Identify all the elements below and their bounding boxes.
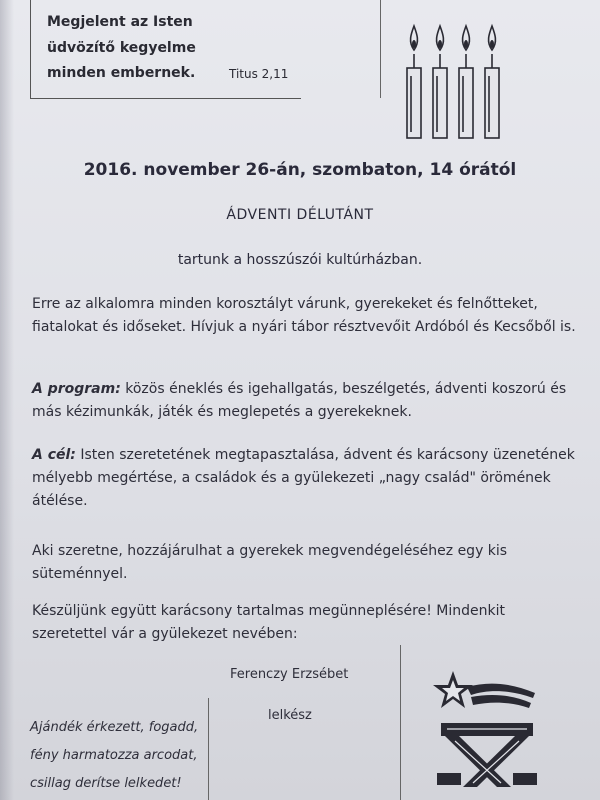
goal-paragraph (32, 444, 580, 513)
poem-line-2: fény harmatozza arcodat, (30, 748, 198, 763)
poem-line-3: csillag derítse lelkedet! (30, 776, 182, 791)
star-manger-illustration-box (400, 645, 600, 800)
bible-verse-box (30, 0, 301, 99)
page-edge-shadow (0, 0, 14, 800)
verse-line-3: minden embernek. (47, 65, 196, 81)
four-advent-candles-icon (397, 4, 507, 139)
poem-box (12, 698, 209, 800)
program-label: A program: (32, 381, 121, 397)
event-name: ÁDVENTI DÉLUTÁNT (226, 207, 374, 223)
program-paragraph (32, 378, 580, 424)
contribution-paragraph: Aki szeretne, hozzájárulhat a gyerekek megvendégeléséhez egy kis süteménnyel. (32, 543, 508, 582)
goal-label: A cél: (32, 447, 76, 463)
goal-text: Isten szeretetének megtapasztalása, ádvent és karácsony üzenetének mélyebb megértése, a családok és a gyülekezeti „nagy család" örömének átélése. (32, 447, 575, 509)
signature-name: Ferenczy Erzsébet (230, 667, 349, 682)
verse-line-2: üdvözítő kegyelme (47, 40, 196, 56)
invitation-paragraph: Erre az alkalomra minden korosztályt várunk, gyerekeket és felnőtteket, fiatalokat és időseket. Hívjuk a nyári tábor résztvevőit Ardóból és Kecsőből is. (32, 296, 576, 335)
verse-line-1: Megjelent az Isten (47, 14, 193, 30)
candles-illustration-box (380, 0, 591, 98)
verse-reference: Titus 2,11 (229, 67, 289, 81)
event-date-title: 2016. november 26-án, szombaton, 14 órától (83, 160, 517, 180)
star-and-manger-icon (427, 665, 547, 790)
event-venue: tartunk a hosszúszói kultúrházban. (177, 252, 423, 268)
closing-paragraph: Készüljünk együtt karácsony tartalmas megünneplésére! Mindenkit szeretettel vár a gyülekezet nevében: (32, 603, 505, 642)
signature-title: lelkész (268, 708, 312, 723)
program-text: közös éneklés és igehallgatás, beszélgetés, ádventi koszorú és más kézimunkák, játék és meglepetés a gyerekeknek. (32, 381, 567, 420)
poem-line-1: Ajándék érkezett, fogadd, (30, 720, 199, 735)
